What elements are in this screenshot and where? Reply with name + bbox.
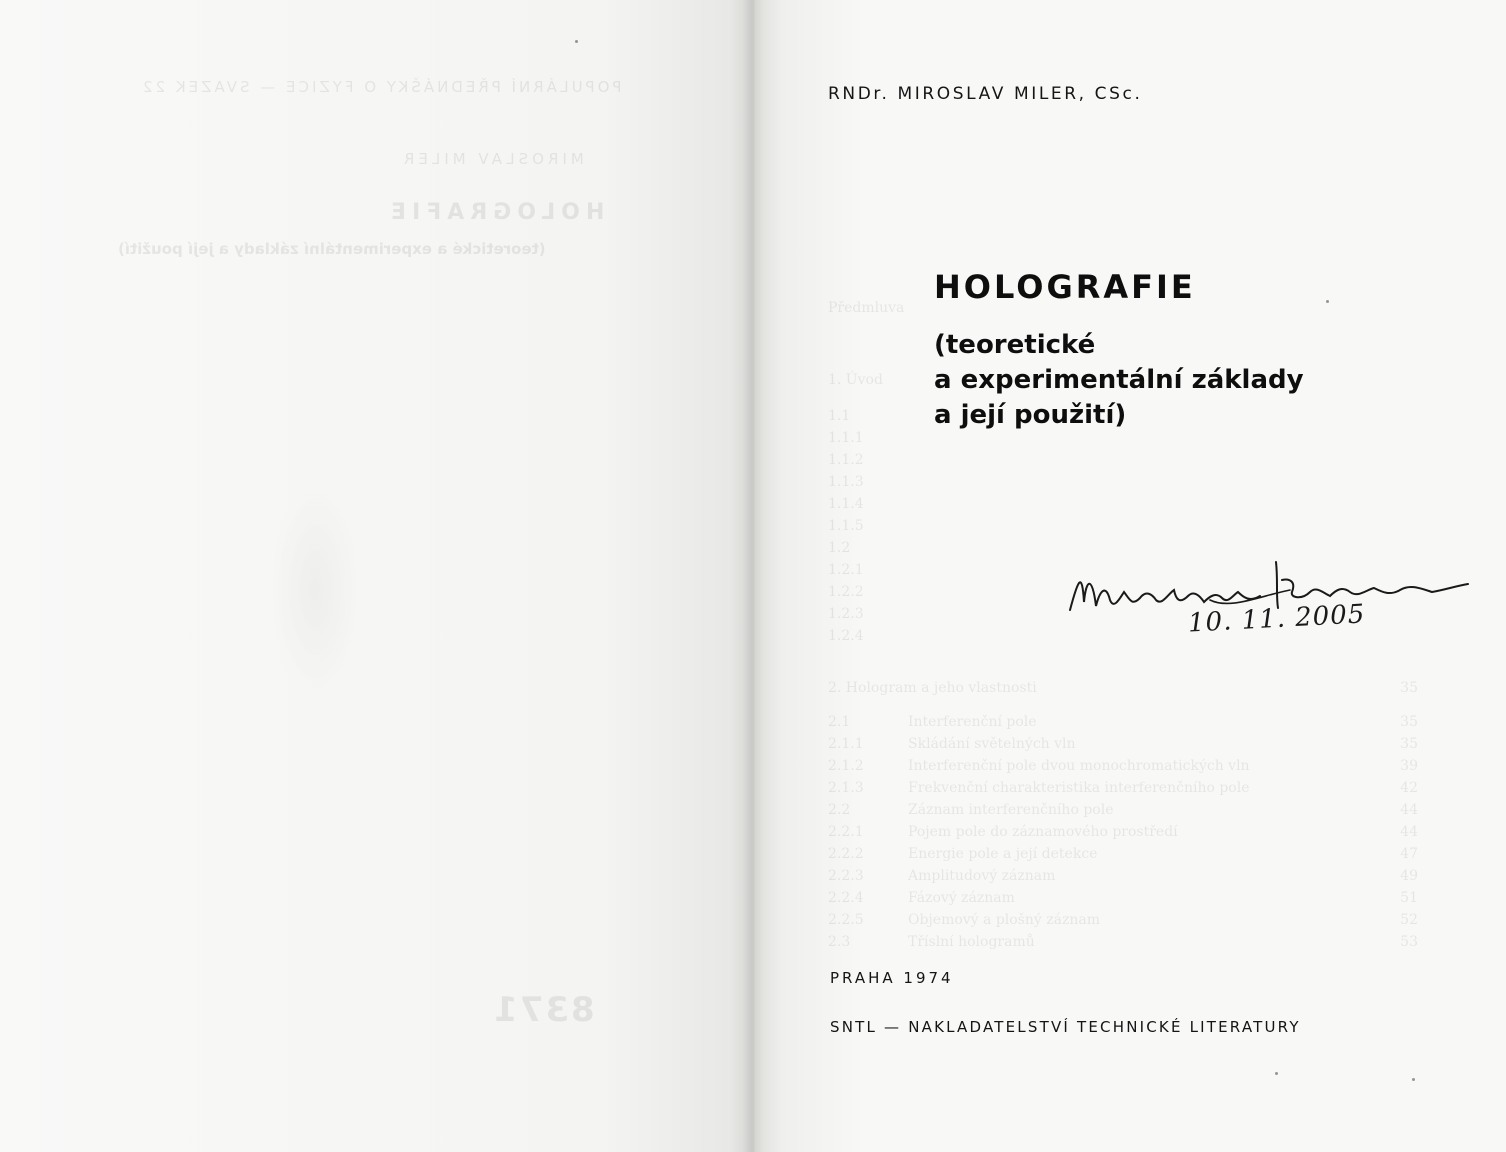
show-through-text: 8371 <box>492 990 595 1030</box>
place-and-year: PRAHA 1974 <box>830 969 954 987</box>
handwritten-date: 10. 11. 2005 <box>1187 599 1367 639</box>
paper-stain <box>270 480 360 700</box>
show-through-text: MIROSLAV MILER <box>400 150 584 168</box>
show-through-text: HOLOGRAFIE <box>385 200 605 225</box>
show-through-text: POPULÁRNÍ PŘEDNÁŠKY O FYZICE — SVAZEK 22 <box>140 78 622 96</box>
book-subtitle <box>934 328 1304 433</box>
book-gutter <box>742 0 764 1152</box>
paper-speck <box>575 40 578 43</box>
paper-speck <box>1412 1078 1415 1081</box>
author-name: RNDr. MIROSLAV MILER, CSc. <box>828 84 1143 104</box>
handwritten-signature <box>1040 540 1480 660</box>
paper-speck <box>1326 300 1329 303</box>
book-title: HOLOGRAFIE <box>934 268 1196 306</box>
show-through-text: (teoretické a experimentální základy a její použití) <box>118 240 546 258</box>
book-spread: POPULÁRNÍ PŘEDNÁŠKY O FYZICE — SVAZEK 22 MIROSLAV MILER HOLOGRAFIE (teoretické a experimentální základy a její použití) 8371 Předmluva 1. Úvod 1.1 1.1.1 1.1.2 1.1.3 1.1.4 1.1.5 1.2 1.2.1 1.2.2 1.2.3 1.2.4 2. Hologram a jeho vlastnosti 35 2.1 Interferenční pole 35 2.1.1 Skládání světelných vln 35 2.1.2 Interferenční pole dvou monochromatických vln 39 2.1.3 Frekvenční charakteristika interferenčního pole 42 2.2 Záznam interferenčního pole 44 2.2.1 Pojem pole do záznamového prostředí 44 2.2.2 Energie pole a její detekce 47 2.2.3 Amplitudový záznam 49 2.2.4 Fázový záznam 51 2.2.5 Objemový a plošný záznam 52 2.3 Tříslní hologramů 53 RNDr. MIROSLAV MILER, CSc. HOLOGRAFIE (teoretické a experimentální základy a její použití) 10. 11. 2005 PRAHA 1974 SNTL — NAKLADATELSTVÍ TECHNICKÉ LITERATURY <box>0 0 1506 1152</box>
subtitle-line: a její použití) <box>934 400 1127 430</box>
paper-speck <box>1275 1072 1278 1075</box>
left-page <box>0 0 752 1152</box>
publisher-name: SNTL — NAKLADATELSTVÍ TECHNICKÉ LITERATURY <box>830 1018 1301 1036</box>
subtitle-line: a experimentální základy <box>934 365 1304 395</box>
subtitle-line: (teoretické <box>934 330 1096 360</box>
